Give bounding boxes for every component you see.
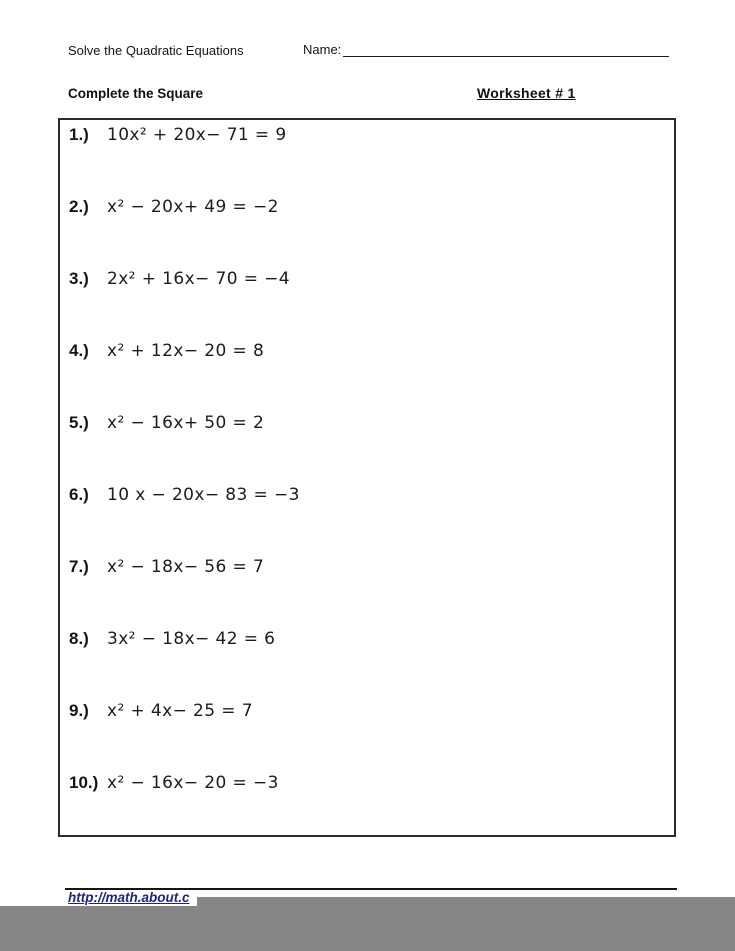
problem-equation: x² − 16x− 20 = −3 <box>107 773 279 793</box>
problem-row <box>60 124 674 196</box>
problem-equation: 10 x − 20x− 83 = −3 <box>107 485 300 505</box>
problem-equation: x² − 16x+ 50 = 2 <box>107 413 265 433</box>
problem-row <box>60 628 674 700</box>
problem-equation: x² − 20x+ 49 = −2 <box>107 197 279 217</box>
scan-artifact-gray-band <box>0 906 735 951</box>
problem-row <box>60 268 674 340</box>
problem-equation: 3x² − 18x− 42 = 6 <box>107 629 276 649</box>
problem-number: 3.) <box>69 269 89 288</box>
problem-number: 7.) <box>69 557 89 576</box>
worksheet-number-label: Worksheet # 1 <box>477 85 576 101</box>
problem-row <box>60 340 674 412</box>
problem-number: 4.) <box>69 341 89 360</box>
page-title: Solve the Quadratic Equations <box>68 43 244 58</box>
problem-number: 8.) <box>69 629 89 648</box>
problem-number: 10.) <box>69 773 99 792</box>
problem-equation: 10x² + 20x− 71 = 9 <box>107 125 287 145</box>
problem-row <box>60 412 674 484</box>
problem-number: 2.) <box>69 197 89 216</box>
problem-equation: x² + 12x− 20 = 8 <box>107 341 265 361</box>
name-label: Name: <box>303 42 342 57</box>
problem-row <box>60 484 674 556</box>
problem-number: 9.) <box>69 701 89 720</box>
problem-equation: x² + 4x− 25 = 7 <box>107 701 253 721</box>
problem-row <box>60 772 674 844</box>
source-url-link: http://math.about.c <box>68 890 190 905</box>
problem-row <box>60 196 674 268</box>
problem-equation: x² − 18x− 56 = 7 <box>107 557 265 577</box>
problem-row <box>60 556 674 628</box>
problem-number: 5.) <box>69 413 89 432</box>
problems-box <box>58 118 676 837</box>
problem-number: 1.) <box>69 125 89 144</box>
name-blank-line <box>343 42 669 57</box>
name-field-row <box>303 42 669 57</box>
problem-row <box>60 700 674 772</box>
section-title: Complete the Square <box>68 86 204 101</box>
problem-equation: 2x² + 16x− 70 = −4 <box>107 269 291 289</box>
problem-number: 6.) <box>69 485 89 504</box>
